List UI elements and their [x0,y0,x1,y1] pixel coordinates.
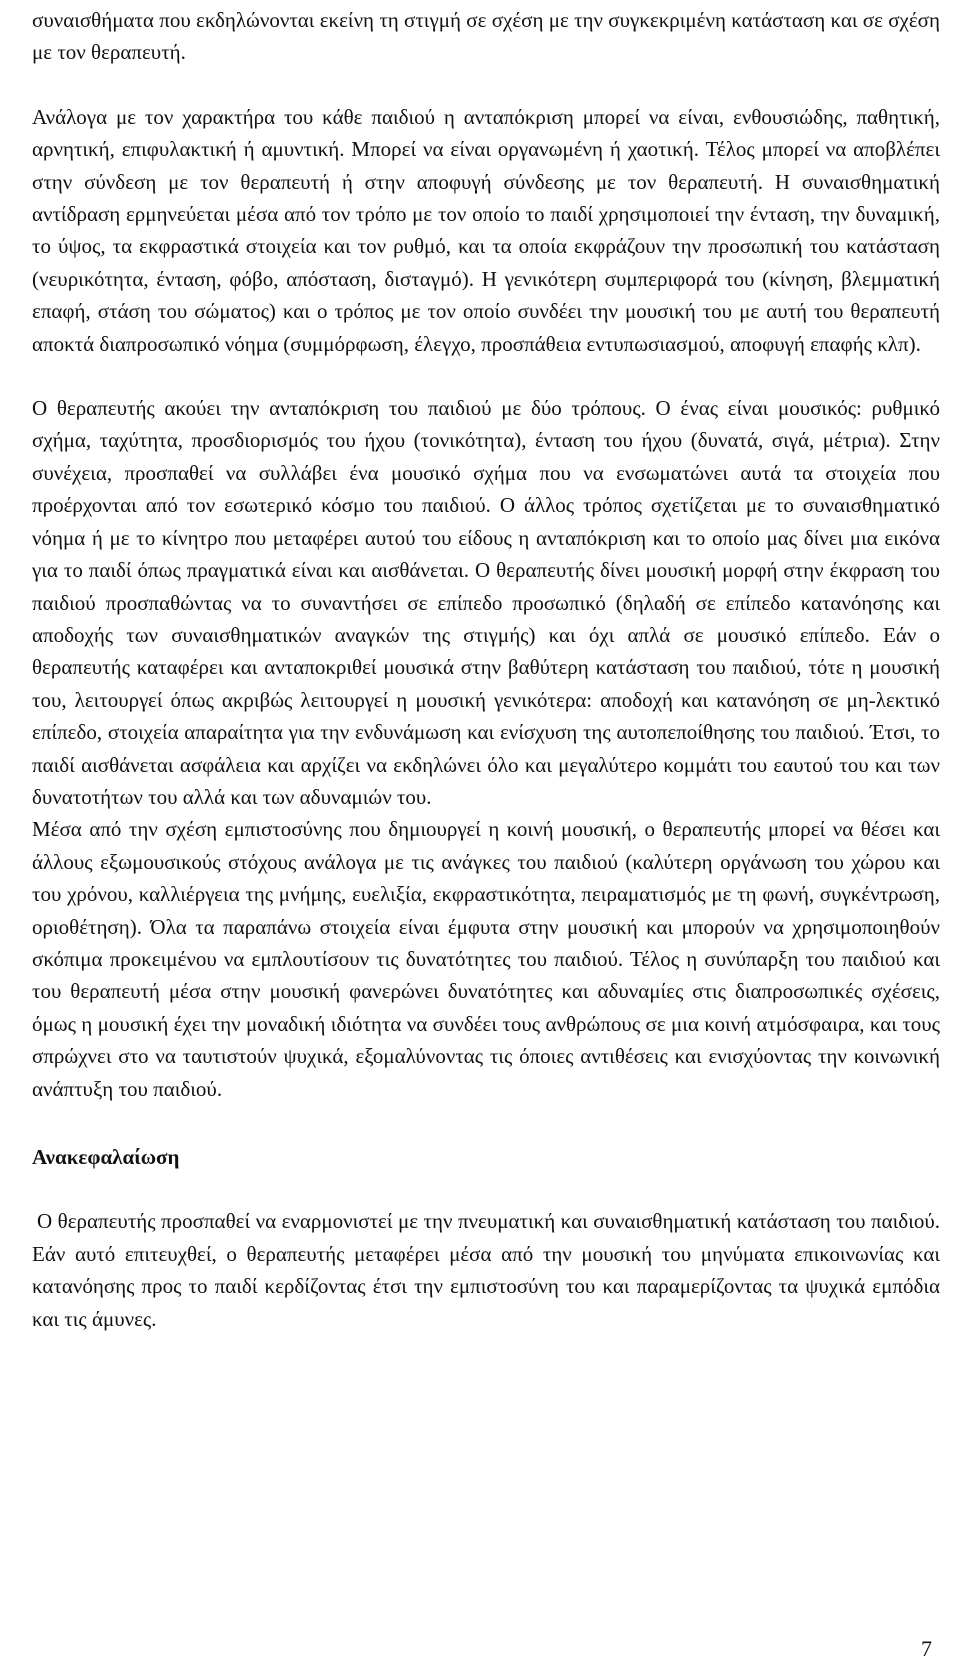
paragraph-therapist-listening: Ο θεραπευτής ακούει την ανταπόκριση του παιδιού με δύο τρόπους. Ο ένας είναι μουσικός: ρυθμικό σχήμα, ταχύτητα, προσδιορισμός του ήχου (τονικότητα), ένταση του ήχου (δυνατά, σιγά, μέτρια). Στην συνέχεια, προσπαθεί να συλλάβει ένα μουσικό σχήμα που να ενσωματώνει αυτά τα στοιχεία που προέρχονται από τον εσωτερικό κόσμο του παιδιού. Ο άλλος τρόπος σχετίζεται με το συναισθηματικό νόημα ή με το κίνητρο που μεταφέρει αυτού του είδους η ανταπόκριση και το οποίο μας δίνει μια εικόνα για το παιδί όπως πραγματικά είναι και αισθάνεται. Ο θεραπευτής δίνει μουσική μορφή στην έκφραση του παιδιού προσπαθώντας να το συναντήσει σε επίπεδο προσωπικό (δηλαδή σε επίπεδο κατανόησης και αποδοχής των συναισθηματικών αναγκών της στιγμής) και όχι απλά σε μουσικό επίπεδο. Εάν ο θεραπευτής καταφέρει και ανταποκριθεί μουσικά στην βαθύτερη κατάσταση του παιδιού, τότε η μουσική του, λειτουργεί όπως ακριβώς λειτουργεί η μουσική γενικότερα: αποδοχή και κατανόηση σε μη-λεκτικό επίπεδο, στοιχεία απαραίτητα για την ενδυνάμωση και ενίσχυση της αυτοπεποίθησης του παιδιού. Έτσι, το παιδί αισθάνεται ασφάλεια και αρχίζει να εκδηλώνει όλο και μεγαλύτερο κομμάτι του εαυτού του και των δυνατοτήτων του αλλά και των αδυναμιών του. [32,396,940,809]
paragraph-continuation: συναισθήματα που εκδηλώνονται εκείνη τη στιγμή σε σχέση με την συγκεκριμένη κατάσταση και σε σχέση με τον θεραπευτή. [32,8,940,65]
summary-paragraph: Ο θεραπευτής προσπαθεί να εναρμονιστεί με την πνευματική και συναισθηματική κατάσταση του παιδιού. Εάν αυτό επιτευχθεί, ο θεραπευτής μεταφέρει μέσα από την μουσική του μηνύματα επικοινωνίας και κατανόησης προς το παιδί κερδίζοντας έτσι την εμπιστοσύνη του και παραμερίζοντας τα ψυχικά εμπόδια και τις άμυνες. [32,1209,940,1331]
section-heading: Ανακεφαλαίωση [32,1145,180,1169]
page-number: 7 [921,1636,932,1661]
paragraph-child-response: Ανάλογα με τον χαρακτήρα του κάθε παιδιού η ανταπόκριση μπορεί να είναι, ενθουσιώδης, παθητική, αρνητική, επιφυλακτική ή αμυντική. Μπορεί να είναι οργανωμένη ή χαοτική. Τέλος μπορεί να αποβλέπει στην σύνδεση με τον θεραπευτή ή στην αποφυγή σύνδεσης με τον θεραπευτή. Η συναισθηματική αντίδραση ερμηνεύεται μέσα από τον τρόπο με τον οποίο το παιδί χρησιμοποιεί την ένταση, την δυναμική, το ύψος, τα εκφραστικά στοιχεία και τον ρυθμό, και τα οποία εκφράζουν την προσωπική του κατάσταση (νευρικότητα, ένταση, φόβο, απόσταση, δισταγμό). Η γενικότερη συμπεριφορά του (κίνηση, βλεμματική επαφή, στάση του σώματος) και ο τρόπος με τον οποίο συνδέει την μουσική του με αυτή του θεραπευτή αποκτά διαπροσωπικό νόημα (συμμόρφωση, έλεγχο, προσπάθεια εντυπωσιασμού, αποφυγή επαφής κλπ). [32,104,940,356]
paragraph-shared-music: Μέσα από την σχέση εμπιστοσύνης που δημιουργεί η κοινή μουσική, ο θεραπευτής μπορεί να θέσει και άλλους εξωμουσικούς στόχους ανάλογα με τις ανάγκες του παιδιού (καλύτερη οργάνωση του χώρου και του χρόνου, καλλιέργεια της μνήμης, ευελιξία, εκφραστικότητα, πειραματισμός με τη φωνή, συγκέντρωση, οριοθέτηση). Όλα τα παραπάνω στοιχεία είναι έμφυτα στην μουσική και μπορούν να χρησιμοποιηθούν σκόπιμα προκειμένου να εμπλουτίσουν τις δυνατότητες του παιδιού. Τέλος η συνύπαρξη του παιδιού και του θεραπευτή μέσα στην μουσική φανερώνει δυνατότητες και αδυναμίες στις διαπροσωπικές σχέσεις, όμως η μουσική έχει την μοναδική ιδιότητα να συνδέει τους ανθρώπους σε μια κοινή ατμόσφαιρα, και τους σπρώχνει στο να ταυτιστούν ψυχικά, εξομαλύνοντας τις όποιες αντιθέσεις και ενισχύοντας την κοινωνική ανάπτυξη του παιδιού. [32,817,940,1101]
